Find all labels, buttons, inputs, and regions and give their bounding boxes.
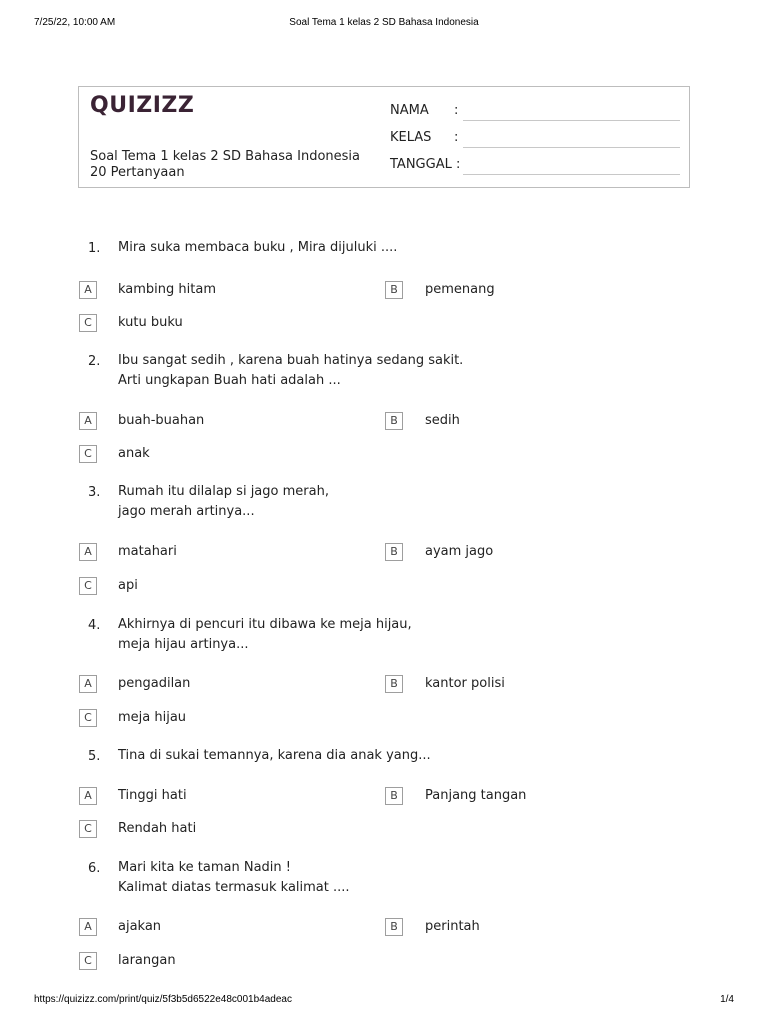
name-field — [390, 103, 680, 123]
option-c-box[interactable]: C — [79, 314, 97, 332]
quiz-header-box — [78, 86, 690, 188]
option-b-box[interactable]: B — [385, 918, 403, 936]
option-c-box[interactable]: C — [79, 577, 97, 595]
option-c-box[interactable]: C — [79, 445, 97, 463]
print-header — [34, 17, 734, 31]
question-text — [118, 858, 350, 898]
question-text — [118, 482, 329, 522]
page-number: 1/4 — [720, 994, 734, 1005]
question-line: Mari kita ke taman Nadin ! — [118, 860, 292, 875]
option-b-box[interactable]: B — [385, 281, 403, 299]
option-c-text: Rendah hati — [118, 821, 197, 836]
option-a-text: kambing hitam — [118, 282, 216, 297]
option-a-box[interactable]: A — [79, 675, 97, 693]
question-text — [118, 238, 397, 258]
question-count: 20 Pertanyaan — [90, 165, 185, 180]
option-c-text: api — [118, 578, 138, 593]
option-b-text: pemenang — [425, 282, 495, 297]
option-a-text: pengadilan — [118, 676, 191, 691]
question-line: jago merah artinya... — [118, 504, 255, 519]
name-label: NAMA — [390, 103, 429, 118]
option-c-text: larangan — [118, 953, 176, 968]
question-number: 6. — [88, 861, 101, 876]
question-line: Kalimat diatas termasuk kalimat .... — [118, 880, 350, 895]
option-c-box[interactable]: C — [79, 952, 97, 970]
option-b-text: sedih — [425, 413, 460, 428]
option-a-text: buah-buahan — [118, 413, 205, 428]
option-c-text: anak — [118, 446, 150, 461]
option-c-text: meja hijau — [118, 710, 187, 725]
class-colon: : — [454, 130, 459, 145]
option-a-text: Tinggi hati — [118, 788, 187, 803]
question-line: Arti ungkapan Buah hati adalah ... — [118, 373, 341, 388]
option-a-text: matahari — [118, 544, 177, 559]
name-colon: : — [454, 103, 459, 118]
option-a-box[interactable]: A — [79, 543, 97, 561]
print-url: https://quizizz.com/print/quiz/5f3b5d6522e48c001b4adeac — [34, 994, 292, 1005]
option-a-text: ajakan — [118, 919, 162, 934]
question-number: 2. — [88, 354, 101, 369]
question-line: Rumah itu dilalap si jago merah, — [118, 484, 329, 499]
question-number: 5. — [88, 749, 101, 764]
print-footer — [34, 994, 734, 1008]
print-date: 7/25/22, 10:00 AM — [34, 17, 116, 28]
quiz-title: Soal Tema 1 kelas 2 SD Bahasa Indonesia — [90, 149, 360, 164]
question-number: 4. — [88, 618, 101, 633]
option-c-box[interactable]: C — [79, 820, 97, 838]
date-field — [390, 157, 680, 177]
option-b-text: kantor polisi — [425, 676, 505, 691]
question-text — [118, 351, 463, 391]
option-b-box[interactable]: B — [385, 787, 403, 805]
question-line: Akhirnya di pencuri itu dibawa ke meja hijau, — [118, 617, 412, 632]
question-line: meja hijau artinya... — [118, 637, 249, 652]
question-text — [118, 615, 412, 655]
option-a-box[interactable]: A — [79, 281, 97, 299]
option-b-text: Panjang tangan — [425, 788, 527, 803]
option-b-text: ayam jago — [425, 544, 494, 559]
class-field — [390, 130, 680, 150]
class-line — [463, 147, 680, 148]
question-number: 1. — [88, 241, 101, 256]
option-a-box[interactable]: A — [79, 412, 97, 430]
question-number: 3. — [88, 485, 101, 500]
option-c-box[interactable]: C — [79, 709, 97, 727]
date-line — [463, 174, 680, 175]
option-c-text: kutu buku — [118, 315, 183, 330]
option-b-box[interactable]: B — [385, 675, 403, 693]
option-a-box[interactable]: A — [79, 787, 97, 805]
question-line: Mira suka membaca buku , Mira dijuluki .... — [118, 240, 398, 255]
option-b-box[interactable]: B — [385, 412, 403, 430]
option-b-box[interactable]: B — [385, 543, 403, 561]
option-b-text: perintah — [425, 919, 480, 934]
name-line — [463, 120, 680, 121]
question-text — [118, 746, 431, 766]
option-a-box[interactable]: A — [79, 918, 97, 936]
quizizz-logo: QUIZIZZ — [90, 93, 195, 118]
class-label: KELAS — [390, 130, 432, 145]
print-title: Soal Tema 1 kelas 2 SD Bahasa Indonesia — [289, 17, 479, 28]
question-line: Ibu sangat sedih , karena buah hatinya sedang sakit. — [118, 353, 464, 368]
question-line: Tina di sukai temannya, karena dia anak yang... — [118, 748, 431, 763]
date-label: TANGGAL : — [390, 157, 461, 172]
